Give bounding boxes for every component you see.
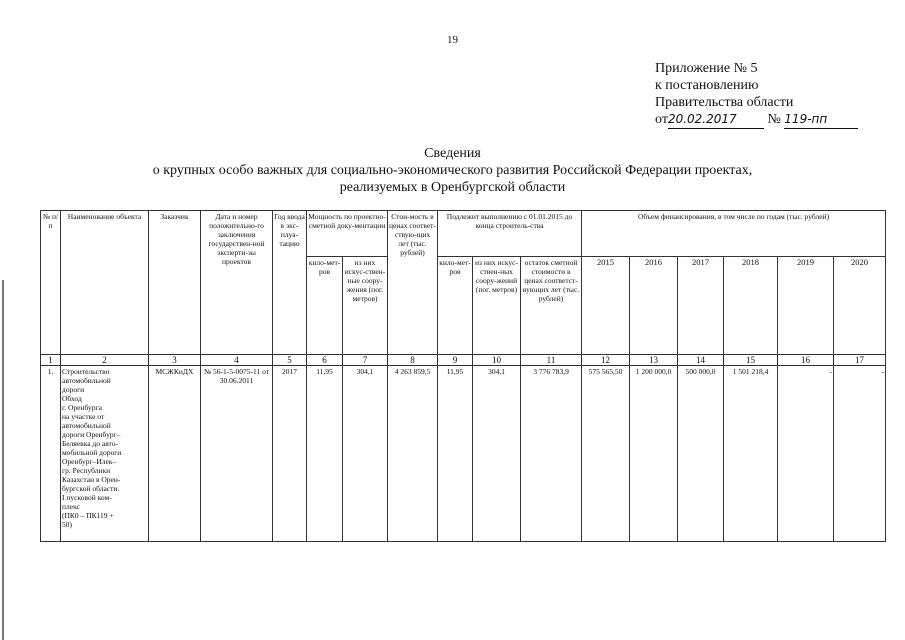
header-expertise: Дата и номер положительно-го заключения государствен-ной эксперти-зы проектов: [201, 211, 273, 355]
header-row-1: [41, 211, 886, 257]
appendix-date-line: [655, 111, 858, 129]
document-title: [0, 145, 905, 196]
header-cost: Стои-мость в ценах соответ-ствую-щих лет (тыс. рублей): [388, 211, 438, 355]
col-number: 14: [678, 355, 724, 366]
handwritten-date: 20.02.2017: [668, 111, 764, 129]
col-number: 1: [41, 355, 61, 366]
header-year-2018: 2018: [724, 257, 778, 355]
page-number: 19: [447, 34, 458, 46]
row-comp-km: 11,95: [438, 366, 473, 542]
col-number: 11: [521, 355, 582, 366]
header-cap-struct: из них искус-ствен-ные соору-жения (пог. метров): [343, 257, 388, 355]
handwritten-number: 119-пп: [784, 111, 858, 129]
col-number: 12: [582, 355, 630, 366]
col-number: 4: [201, 355, 273, 366]
col-number: 15: [724, 355, 778, 366]
scan-edge-mark: [2, 280, 4, 640]
title-line-3: реализуемых в Оренбургской области: [339, 180, 566, 195]
header-cap-km: кило-мет-ров: [307, 257, 343, 355]
header-year-2016: 2016: [630, 257, 678, 355]
title-line-1: Сведения: [424, 146, 481, 161]
header-num: № п/п: [41, 211, 61, 355]
row-fin-2016: 1 200 000,0: [630, 366, 678, 542]
number-prefix: №: [767, 112, 781, 127]
row-fin-2018: 1 501 218,4: [724, 366, 778, 542]
header-name: Наименование объекта: [61, 211, 149, 355]
col-number: 3: [149, 355, 201, 366]
col-number: 13: [630, 355, 678, 366]
header-comp-rest: остаток сметной стоимости в ценах соответст-вующих лет (тыс. рублей): [521, 257, 582, 355]
header-year-2015: 2015: [582, 257, 630, 355]
row-customer: МСЖКиДХ: [149, 366, 201, 542]
col-number: 17: [834, 355, 886, 366]
column-numbers-row: [41, 355, 886, 366]
col-number: 6: [307, 355, 343, 366]
projects-table: [40, 210, 886, 542]
row-num: 1.: [41, 366, 61, 542]
header-year-2019: 2019: [778, 257, 834, 355]
appendix-line-1: Приложение № 5: [655, 61, 758, 76]
header-year-2017: 2017: [678, 257, 724, 355]
header-customer: Заказчик: [149, 211, 201, 355]
header-financing: Объем финансирования, в том числе по годам (тыс. рублей): [582, 211, 886, 257]
row-year: 2017: [273, 366, 307, 542]
header-year-commission: Год ввода в экс-плуа-тацию: [273, 211, 307, 355]
col-number: 8: [388, 355, 438, 366]
title-line-2: о крупных особо важных для социально-экономического развития Российской Федерации проектах,: [152, 163, 753, 178]
row-fin-2020: -: [834, 366, 886, 542]
row-expertise: № 56-1-5-0075-11 от 30.06.2011: [201, 366, 273, 542]
row-object-name: Строительство автомобильной дороги Обход г. Оренбурга на участке от автомобильной дороги Оренбург– Беляевка до авто- мобильной дороги Оренбург–Илек– гр. Республики Казахстан в Орен- бургской области. I пусковой ком- плекс (ПК0 – ПК119 + 50): [61, 366, 149, 542]
table-row: [41, 366, 886, 542]
row-fin-2017: 500 000,0: [678, 366, 724, 542]
col-number: 5: [273, 355, 307, 366]
col-number: 2: [61, 355, 149, 366]
header-comp-struct: из них искус-ствен-ных соору-жений (пог. метров): [473, 257, 521, 355]
header-year-2020: 2020: [834, 257, 886, 355]
appendix-block: [655, 60, 858, 129]
col-number: 7: [343, 355, 388, 366]
col-number: 9: [438, 355, 473, 366]
header-comp-km: кило-мет-ров: [438, 257, 473, 355]
row-comp-struct: 304,1: [473, 366, 521, 542]
row-cap-km: 11,95: [307, 366, 343, 542]
appendix-line-2: к постановлению: [655, 78, 759, 93]
header-to-complete: Подлежит выполнению с 01.01.2015 до конца строитель-ства: [438, 211, 582, 257]
header-capacity: Мощность по проектно-сметной доку-ментации: [307, 211, 388, 257]
row-comp-rest: 3 776 783,9: [521, 366, 582, 542]
row-cap-struct: 304,1: [343, 366, 388, 542]
col-number: 16: [778, 355, 834, 366]
appendix-line-3: Правительства области: [655, 95, 794, 110]
row-fin-2019: -: [778, 366, 834, 542]
row-cost: 4 263 859,5: [388, 366, 438, 542]
col-number: 10: [473, 355, 521, 366]
date-prefix: от: [655, 112, 668, 127]
row-fin-2015: 575 565,50: [582, 366, 630, 542]
